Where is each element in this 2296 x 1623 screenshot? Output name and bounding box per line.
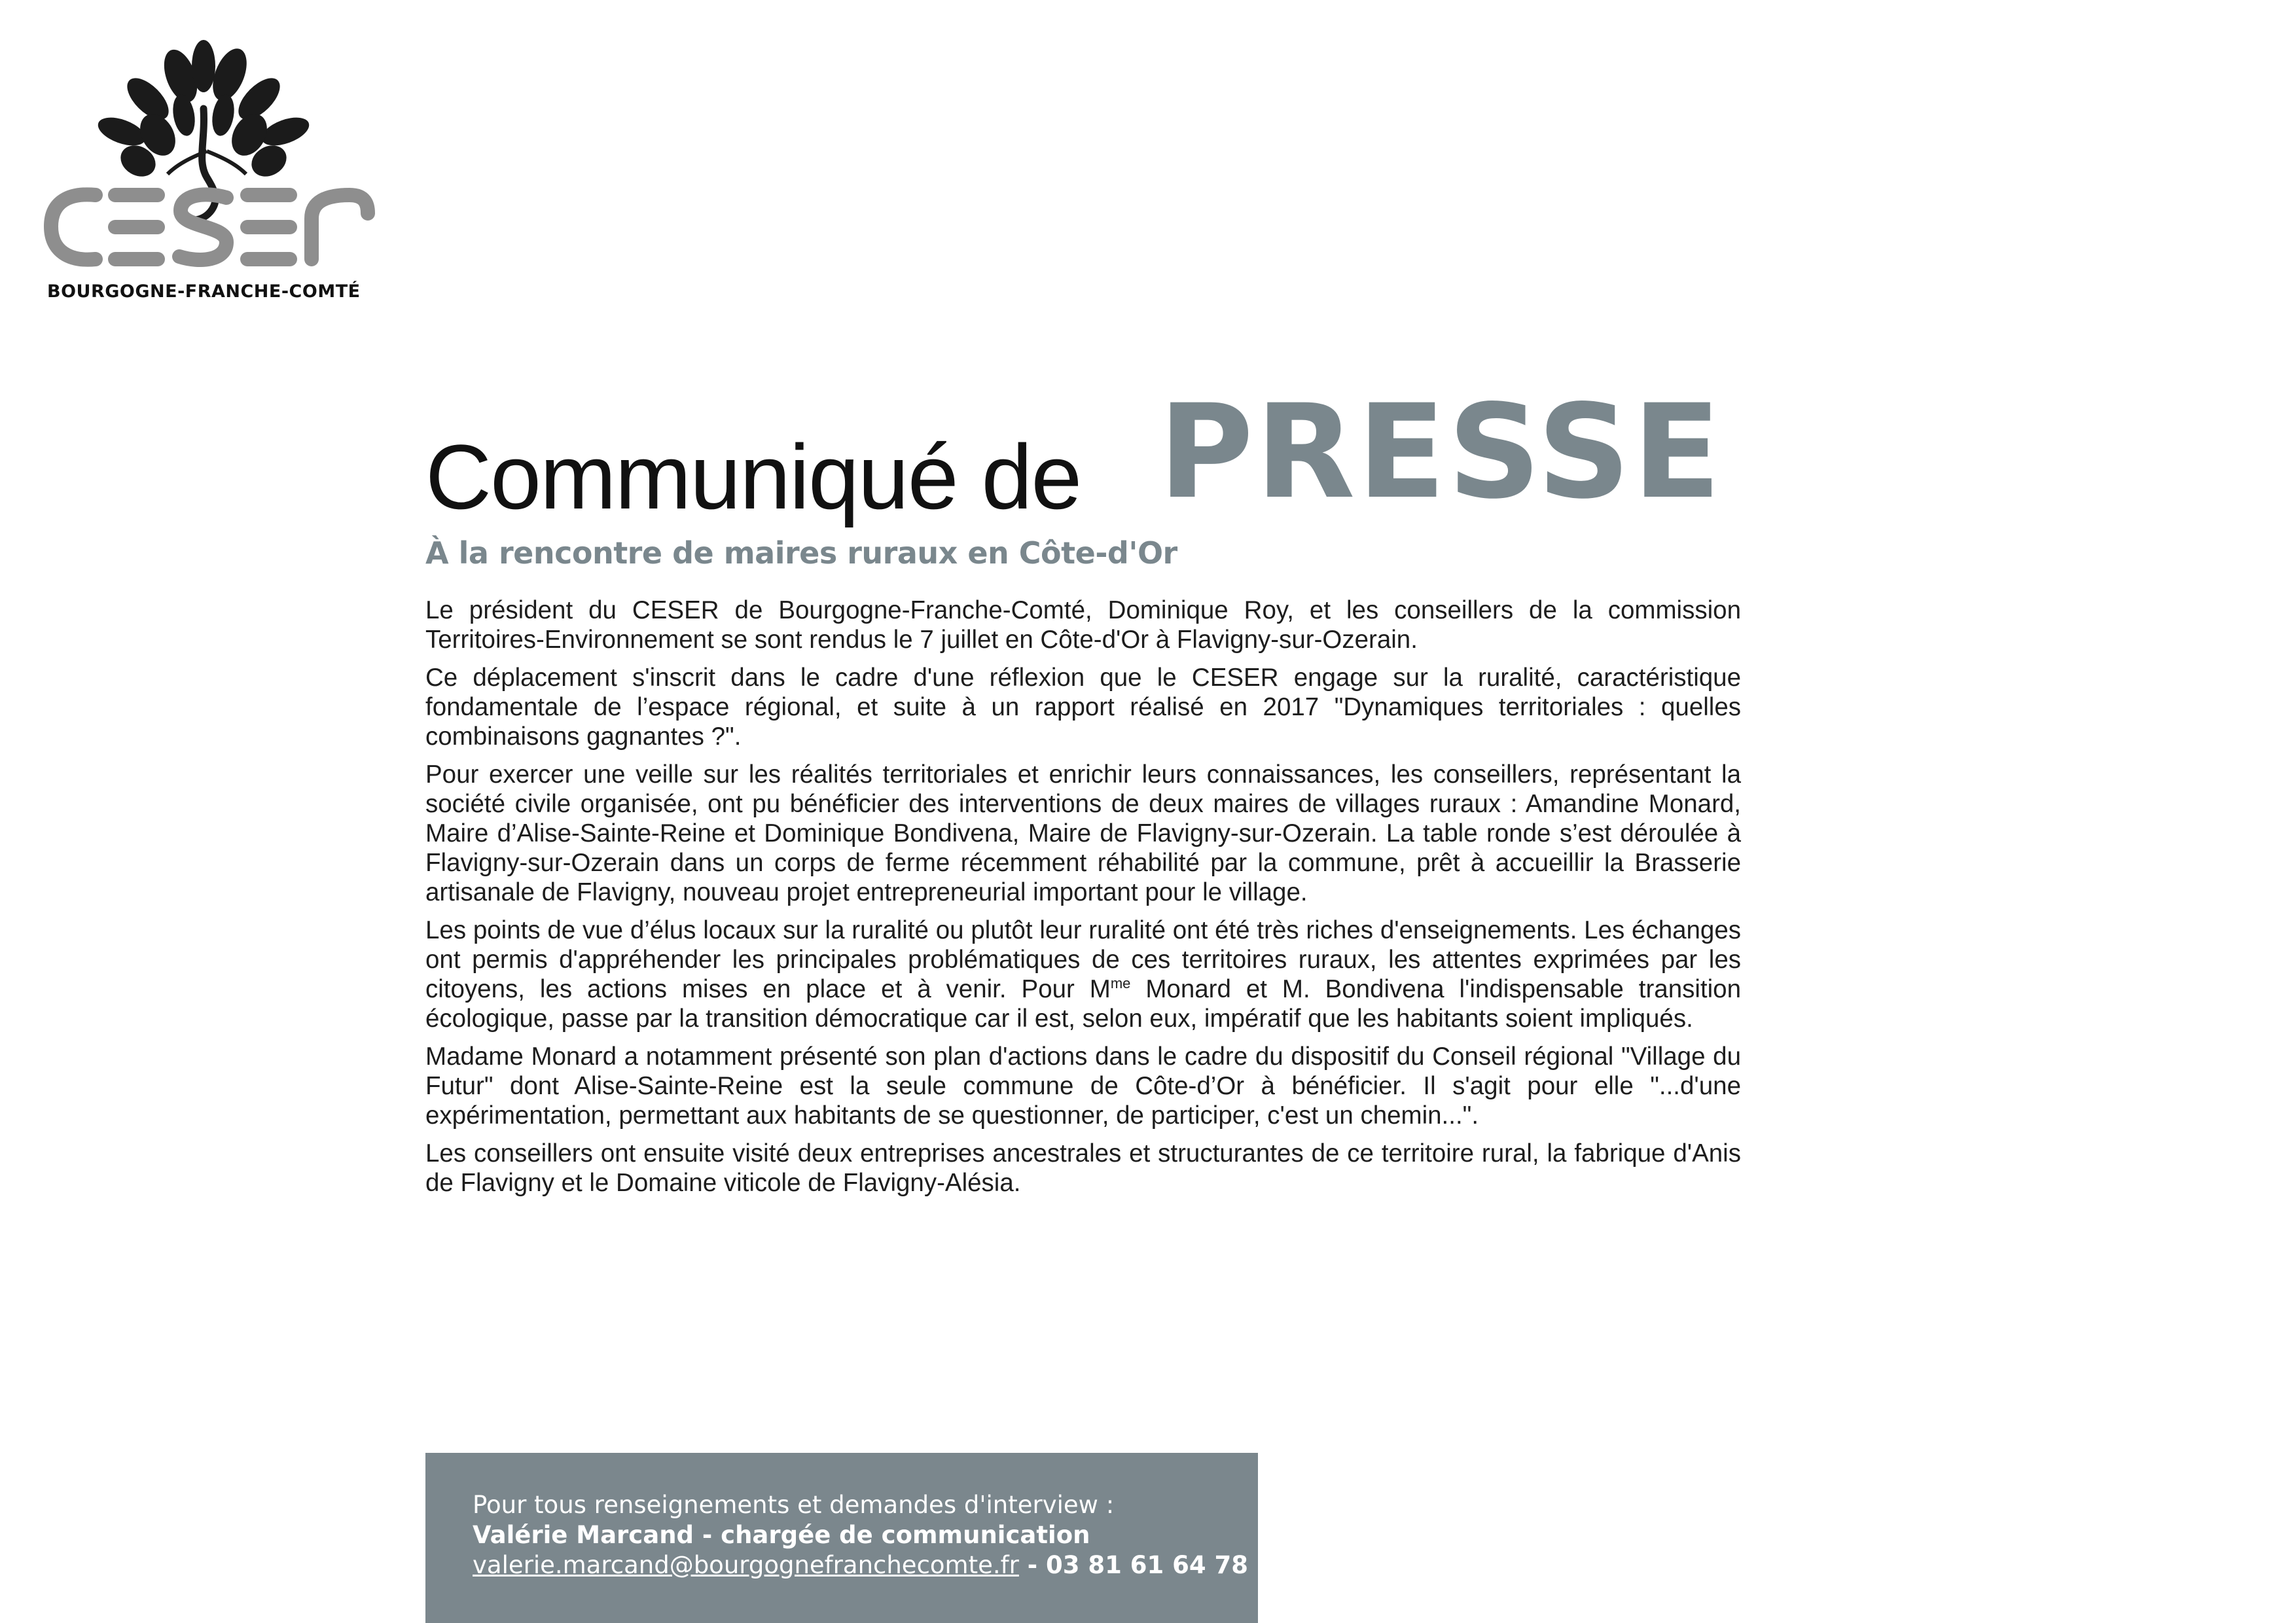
- logo-region-text: BOURGOGNE-FRANCHE-COMTÉ: [47, 281, 361, 302]
- press-release-body: [425, 596, 1741, 1206]
- paragraph-text: Monard et M. Bondivena l'indispensable transition écologique, passe par la transition démocratique car il est, selon eux, impératif que les habitants soient impliqués.: [425, 975, 1741, 1033]
- contact-intro: Pour tous renseignements et demandes d'interview :: [473, 1491, 1115, 1519]
- paragraph-text: Les points de vue d’élus locaux sur la ruralité ou plutôt leur ruralité ont été très riches d'enseignements. Les échanges ont permis d'appréhender les principales problématiques de ces territoires ruraux, les attentes exprimées par les citoyens, les actions mises en place et à venir. Pour M: [425, 916, 1741, 1003]
- ceser-logo: [43, 37, 377, 312]
- contact-details: [473, 1551, 1248, 1579]
- paragraph: [425, 916, 1741, 1033]
- press-release-subtitle: À la rencontre de maires ruraux en Côte-d'Or: [425, 535, 1177, 571]
- paragraph: Madame Monard a notamment présenté son plan d'actions dans le cadre du dispositif du Conseil régional "Village du Futur" dont Alise-Sainte-Reine est la seule commune de Côte-d’Or à bénéficier. Il s'agit pour elle "...d'une expérimentation, permettant aux habitants de se questionner, de participer, c'est un chemin...".: [425, 1043, 1741, 1130]
- headline-emphasis: PRESSE: [1158, 376, 1723, 527]
- superscript: me: [1110, 975, 1131, 992]
- contact-person: Valérie Marcand - chargée de communication: [473, 1521, 1090, 1549]
- headline-prefix: Communiqué de: [425, 425, 1081, 528]
- paragraph: Le président du CESER de Bourgogne-Franche-Comté, Dominique Roy, et les conseillers de la commission Territoires-Environnement se sont rendus le 7 juillet en Côte-d'Or à Flavigny-sur-Ozerain.: [425, 596, 1741, 654]
- paragraph: Les conseillers ont ensuite visité deux entreprises ancestrales et structurantes de ce territoire rural, la fabrique d'Anis de Flavigny et le Domaine viticole de Flavigny-Alésia.: [425, 1139, 1741, 1197]
- contact-email-link[interactable]: valerie.marcand@bourgognefranchecomte.fr: [473, 1551, 1019, 1579]
- press-release-headline: [425, 376, 1800, 528]
- tree-icon: [43, 37, 377, 285]
- contact-box: [425, 1453, 1258, 1623]
- paragraph: Pour exercer une veille sur les réalités territoriales et enrichir leurs connaissances, les conseillers, représentant la société civile organisée, ont pu bénéficier des interventions de deux maires de villages ruraux : Amandine Monard, Maire d’Alise-Sainte-Reine et Dominique Bondivena, Maire de Flavigny-sur-Ozerain. La table ronde s’est déroulée à Flavigny-sur-Ozerain dans un corps de ferme récemment réhabilité par la commune, prêt à accueillir la Brasserie artisanale de Flavigny, nouveau projet entrepreneurial important pour le village.: [425, 760, 1741, 906]
- contact-phone: - 03 81 61 64 78: [1018, 1551, 1248, 1579]
- paragraph: Ce déplacement s'inscrit dans le cadre d'une réflexion que le CESER engage sur la ruralité, caractéristique fondamentale de l’espace régional, et suite à un rapport réalisé en 2017 "Dynamiques territoriales : quelles combinaisons gagnantes ?".: [425, 664, 1741, 751]
